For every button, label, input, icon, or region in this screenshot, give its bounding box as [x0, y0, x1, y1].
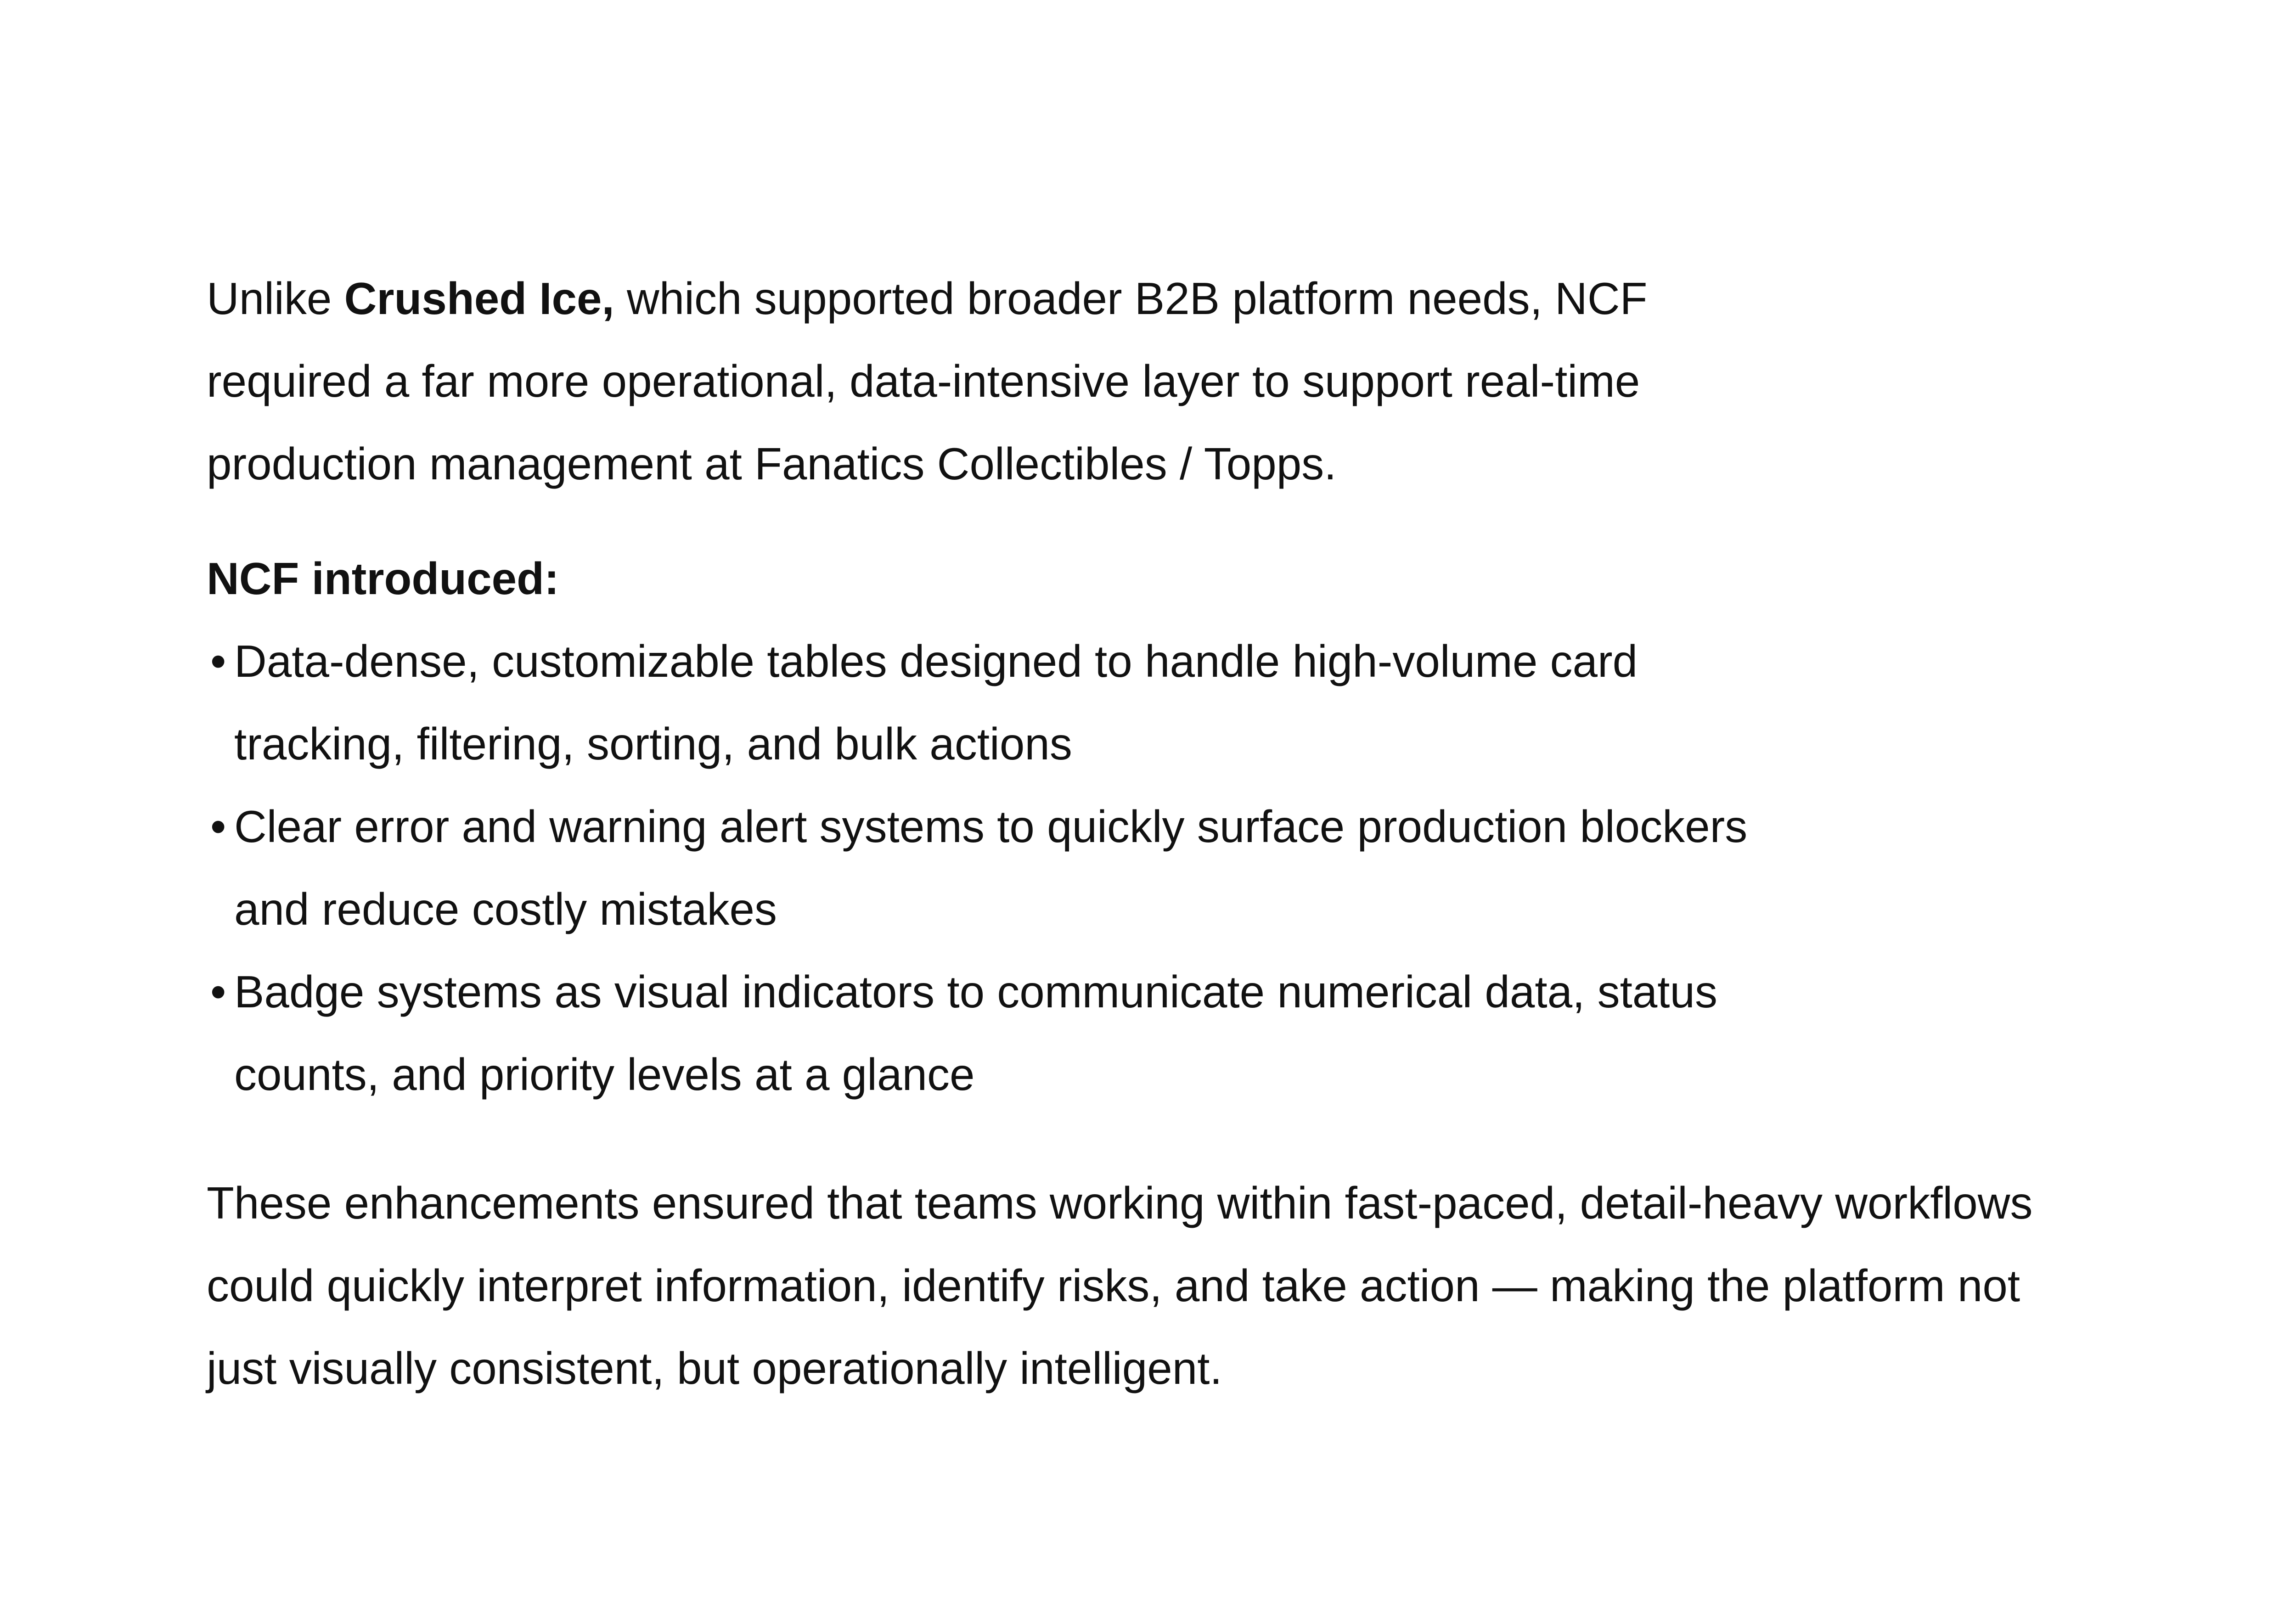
list-item-text: Badge systems as visual indicators to communicate numerical data, status counts, and priority levels at a glance	[234, 966, 1718, 1100]
intro-rest: which supported broader B2B platform needs, NCF required a far more operational, data-intensive layer to support real-time production management at Fanatics Collectibles / Topps.	[207, 273, 1648, 489]
list-item	[207, 950, 1791, 1116]
bullet-icon: •	[210, 636, 226, 686]
list-item-text: Data-dense, customizable tables designed to handle high-volume card tracking, filtering, sorting, and bulk actions	[234, 636, 1638, 769]
feature-list	[207, 620, 1791, 1116]
closing-line: These enhancements ensured that teams working within fast-paced, detail-heavy workflows	[207, 1178, 2033, 1228]
section-heading: NCF introduced:	[207, 553, 559, 604]
list-item-text: Clear error and warning alert systems to quickly surface production blockers and reduce costly mistakes	[234, 801, 1748, 934]
closing-line: could quickly interpret information, identify risks, and take action — making the platform not	[207, 1260, 2020, 1311]
closing-paragraph	[207, 1162, 2227, 1410]
closing-line: just visually consistent, but operationally intelligent.	[207, 1343, 1222, 1393]
intro-lead: Unlike	[207, 273, 344, 324]
document-body	[207, 257, 2227, 1410]
list-item	[207, 620, 1791, 785]
list-item	[207, 785, 1791, 950]
bullet-icon: •	[210, 801, 226, 852]
intro-emphasis: Crushed Ice,	[344, 273, 614, 324]
intro-paragraph	[207, 257, 1750, 505]
bullet-icon: •	[210, 966, 226, 1017]
